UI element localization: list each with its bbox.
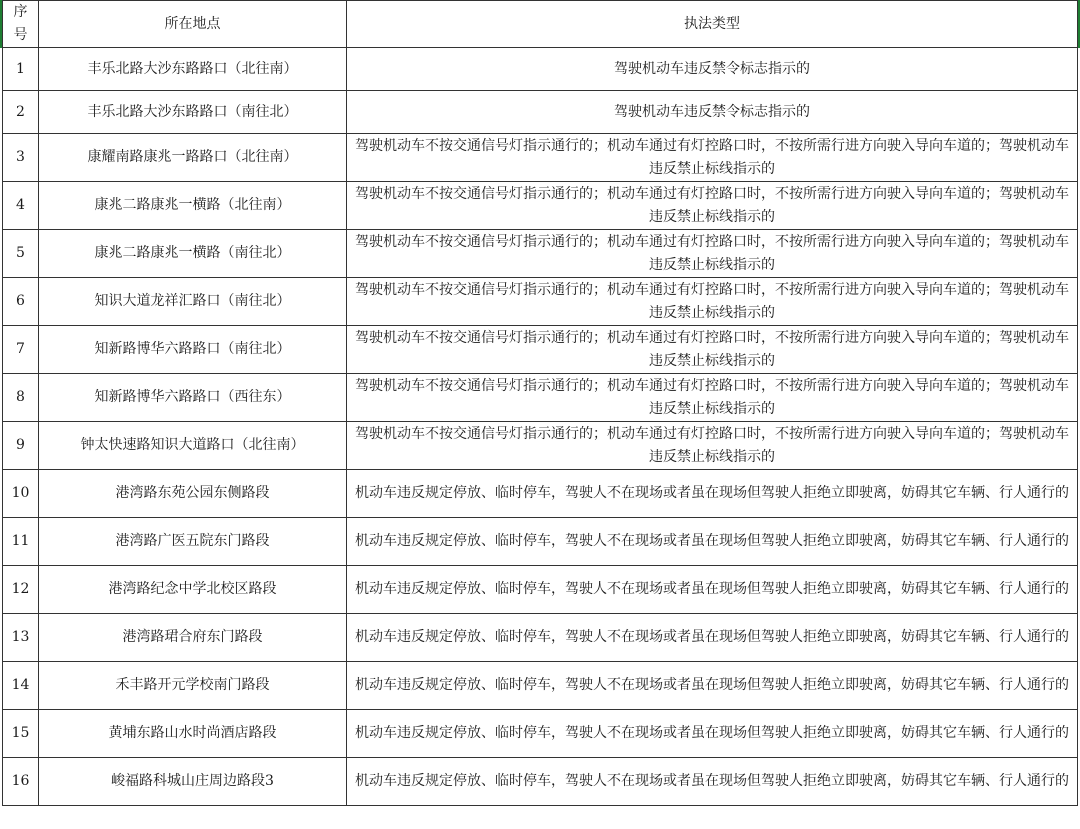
cell-type[interactable]: 驾驶机动车不按交通信号灯指示通行的；机动车通过有灯控路口时，不按所需行进方向驶入导向车道的；驾驶机动车违反禁止标线指示的 bbox=[347, 230, 1078, 278]
cell-location[interactable]: 丰乐北路大沙东路路口（南往北） bbox=[39, 91, 347, 134]
table-row bbox=[3, 48, 1078, 91]
header-location[interactable] bbox=[39, 1, 347, 48]
cell-seq[interactable]: 3 bbox=[3, 134, 39, 182]
header-seq-label: 序号 bbox=[13, 4, 28, 43]
table-row bbox=[3, 134, 1078, 182]
cell-location[interactable]: 丰乐北路大沙东路路口（北往南） bbox=[39, 48, 347, 91]
cell-location[interactable]: 康兆二路康兆一横路（北往南） bbox=[39, 182, 347, 230]
cell-seq[interactable]: 14 bbox=[3, 662, 39, 710]
cell-type[interactable]: 驾驶机动车违反禁令标志指示的 bbox=[347, 48, 1078, 91]
cell-location[interactable]: 禾丰路开元学校南门路段 bbox=[39, 662, 347, 710]
cell-type[interactable]: 机动车违反规定停放、临时停车，驾驶人不在现场或者虽在现场但驾驶人拒绝立即驶离，妨碍其它车辆、行人通行的 bbox=[347, 470, 1078, 518]
cell-location[interactable]: 黄埔东路山水时尚酒店路段 bbox=[39, 710, 347, 758]
cell-type[interactable]: 驾驶机动车不按交通信号灯指示通行的；机动车通过有灯控路口时，不按所需行进方向驶入导向车道的；驾驶机动车违反禁止标线指示的 bbox=[347, 374, 1078, 422]
cell-seq[interactable]: 10 bbox=[3, 470, 39, 518]
cell-location[interactable]: 康兆二路康兆一横路（南往北） bbox=[39, 230, 347, 278]
header-type[interactable] bbox=[347, 1, 1078, 48]
cell-seq[interactable]: 12 bbox=[3, 566, 39, 614]
table-row bbox=[3, 422, 1078, 470]
table-row bbox=[3, 470, 1078, 518]
enforcement-table bbox=[2, 0, 1078, 806]
cell-type[interactable]: 机动车违反规定停放、临时停车，驾驶人不在现场或者虽在现场但驾驶人拒绝立即驶离，妨碍其它车辆、行人通行的 bbox=[347, 662, 1078, 710]
table-row bbox=[3, 758, 1078, 806]
table-row bbox=[3, 566, 1078, 614]
cell-seq[interactable]: 6 bbox=[3, 278, 39, 326]
cell-seq[interactable]: 7 bbox=[3, 326, 39, 374]
table-row bbox=[3, 326, 1078, 374]
cell-seq[interactable]: 5 bbox=[3, 230, 39, 278]
table-row bbox=[3, 182, 1078, 230]
cell-seq[interactable]: 1 bbox=[3, 48, 39, 91]
table-row bbox=[3, 374, 1078, 422]
header-type-label: 执法类型 bbox=[684, 15, 740, 32]
cell-location[interactable]: 康耀南路康兆一路路口（北往南） bbox=[39, 134, 347, 182]
cell-type[interactable]: 机动车违反规定停放、临时停车，驾驶人不在现场或者虽在现场但驾驶人拒绝立即驶离，妨碍其它车辆、行人通行的 bbox=[347, 614, 1078, 662]
cell-type[interactable]: 驾驶机动车不按交通信号灯指示通行的；机动车通过有灯控路口时，不按所需行进方向驶入导向车道的；驾驶机动车违反禁止标线指示的 bbox=[347, 134, 1078, 182]
table-row bbox=[3, 614, 1078, 662]
cell-type[interactable]: 机动车违反规定停放、临时停车，驾驶人不在现场或者虽在现场但驾驶人拒绝立即驶离，妨碍其它车辆、行人通行的 bbox=[347, 710, 1078, 758]
cell-seq[interactable]: 16 bbox=[3, 758, 39, 806]
header-row bbox=[3, 1, 1078, 48]
cell-type[interactable]: 驾驶机动车不按交通信号灯指示通行的；机动车通过有灯控路口时，不按所需行进方向驶入导向车道的；驾驶机动车违反禁止标线指示的 bbox=[347, 326, 1078, 374]
cell-type[interactable]: 驾驶机动车不按交通信号灯指示通行的；机动车通过有灯控路口时，不按所需行进方向驶入导向车道的；驾驶机动车违反禁止标线指示的 bbox=[347, 182, 1078, 230]
cell-seq[interactable]: 15 bbox=[3, 710, 39, 758]
header-location-label: 所在地点 bbox=[164, 15, 221, 32]
cell-seq[interactable]: 9 bbox=[3, 422, 39, 470]
cell-type[interactable]: 驾驶机动车违反禁令标志指示的 bbox=[347, 91, 1078, 134]
cell-location[interactable]: 港湾路东苑公园东侧路段 bbox=[39, 470, 347, 518]
cell-location[interactable]: 知新路博华六路路口（西往东） bbox=[39, 374, 347, 422]
cell-type[interactable]: 机动车违反规定停放、临时停车，驾驶人不在现场或者虽在现场但驾驶人拒绝立即驶离，妨碍其它车辆、行人通行的 bbox=[347, 758, 1078, 806]
table-row bbox=[3, 710, 1078, 758]
header-seq[interactable] bbox=[3, 1, 39, 48]
cell-seq[interactable]: 8 bbox=[3, 374, 39, 422]
cell-seq[interactable]: 2 bbox=[3, 91, 39, 134]
cell-type[interactable]: 机动车违反规定停放、临时停车，驾驶人不在现场或者虽在现场但驾驶人拒绝立即驶离，妨碍其它车辆、行人通行的 bbox=[347, 566, 1078, 614]
cell-location[interactable]: 港湾路纪念中学北校区路段 bbox=[39, 566, 347, 614]
cell-location[interactable]: 钟太快速路知识大道路口（北往南） bbox=[39, 422, 347, 470]
cell-location[interactable]: 峻福路科城山庄周边路段3 bbox=[39, 758, 347, 806]
table-row bbox=[3, 518, 1078, 566]
cell-location[interactable]: 港湾路广医五院东门路段 bbox=[39, 518, 347, 566]
cell-seq[interactable]: 11 bbox=[3, 518, 39, 566]
cell-location[interactable]: 港湾路珺合府东门路段 bbox=[39, 614, 347, 662]
table-row bbox=[3, 230, 1078, 278]
cell-type[interactable]: 驾驶机动车不按交通信号灯指示通行的；机动车通过有灯控路口时，不按所需行进方向驶入导向车道的；驾驶机动车违反禁止标线指示的 bbox=[347, 422, 1078, 470]
cell-seq[interactable]: 4 bbox=[3, 182, 39, 230]
table-row bbox=[3, 278, 1078, 326]
cell-seq[interactable]: 13 bbox=[3, 614, 39, 662]
table-row bbox=[3, 91, 1078, 134]
cell-location[interactable]: 知识大道龙祥汇路口（南往北） bbox=[39, 278, 347, 326]
cell-type[interactable]: 驾驶机动车不按交通信号灯指示通行的；机动车通过有灯控路口时，不按所需行进方向驶入导向车道的；驾驶机动车违反禁止标线指示的 bbox=[347, 278, 1078, 326]
cell-type[interactable]: 机动车违反规定停放、临时停车，驾驶人不在现场或者虽在现场但驾驶人拒绝立即驶离，妨碍其它车辆、行人通行的 bbox=[347, 518, 1078, 566]
table-row bbox=[3, 662, 1078, 710]
cell-location[interactable]: 知新路博华六路路口（南往北） bbox=[39, 326, 347, 374]
